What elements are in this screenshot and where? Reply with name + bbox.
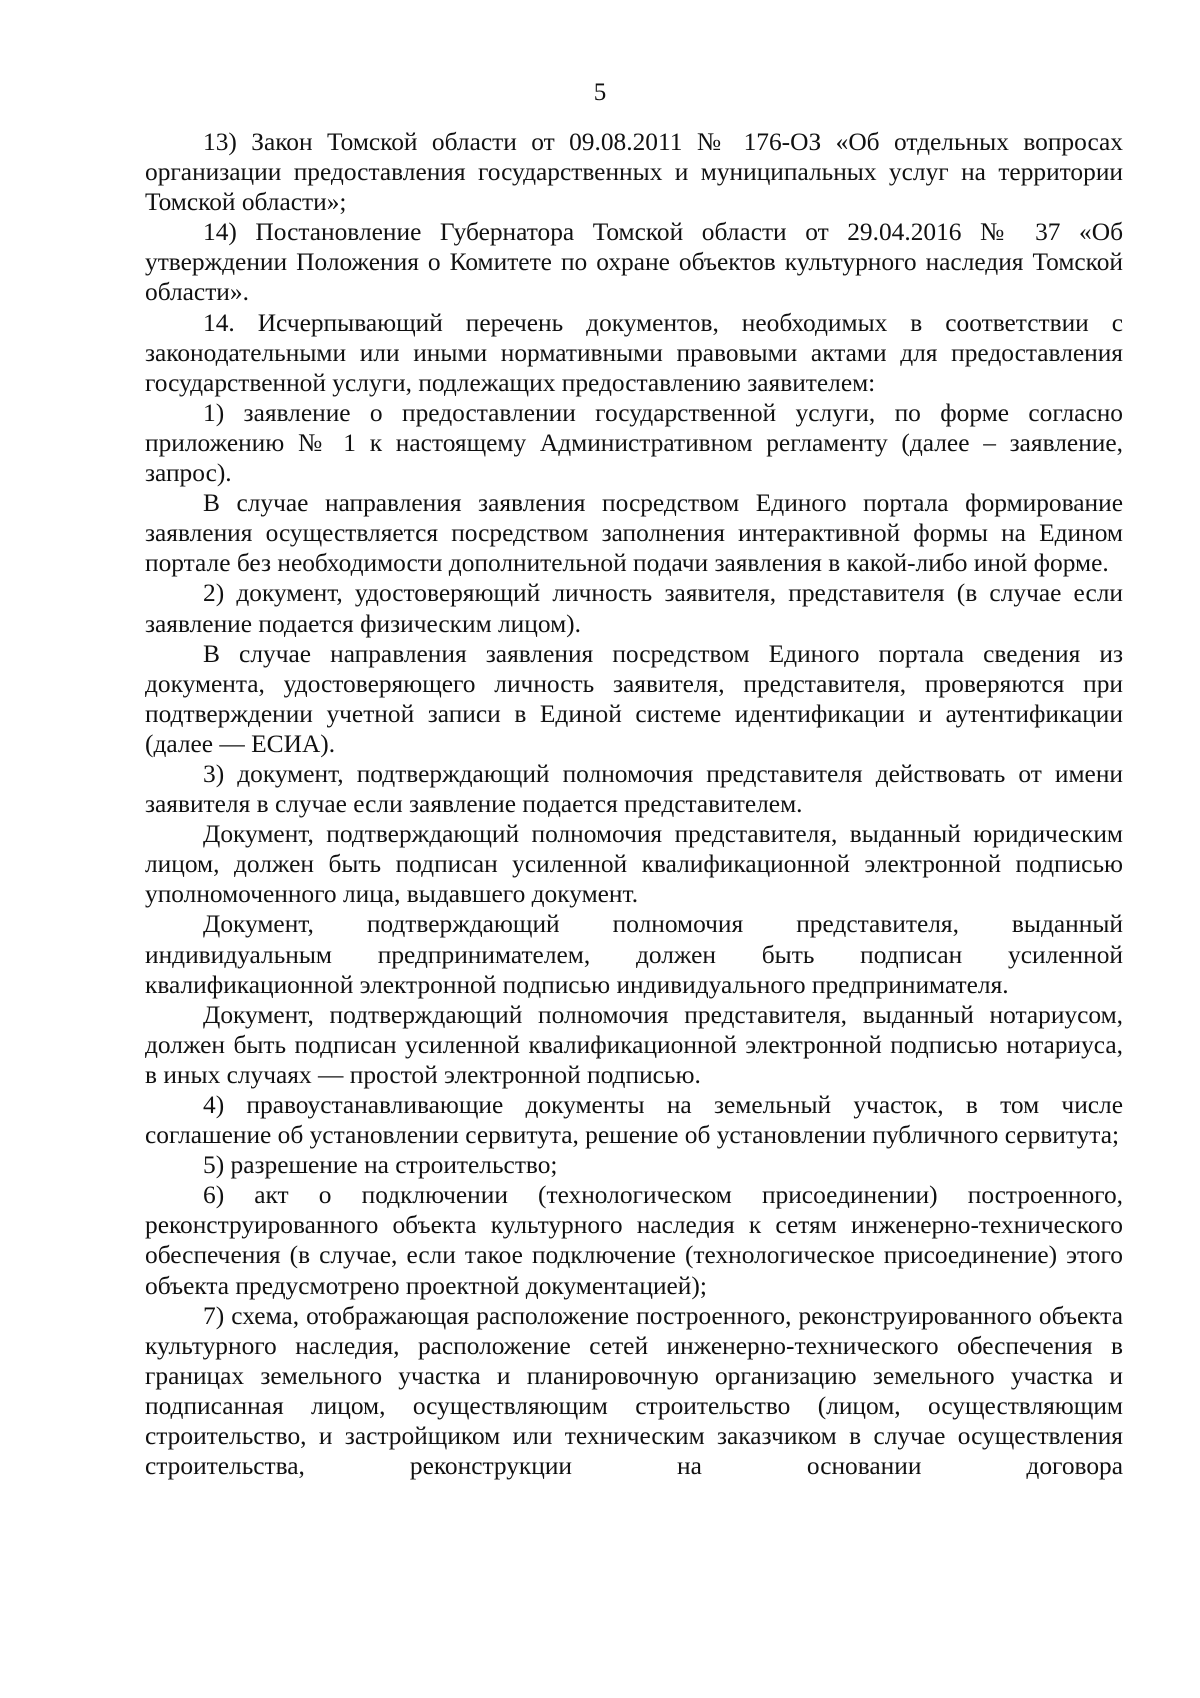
document-body (145, 127, 1123, 1481)
paragraph-entrepreneur: Документ, подтверждающий полномочия представителя, выданный индивидуальным предпринимателем, должен быть подписан усиленной квалификационной электронной подписью индивидуального предпринимателя. (145, 910, 1123, 999)
paragraph-doc-7: 7) схема, отображающая расположение построенного, реконструированного объекта культурного наследия, расположение сетей инженерно-технического обеспечения в границах земельного участка и планировочную организацию земельного участка и подписанная лицом, осуществляющим строительство (лицом, осуществляющим строительство, и застройщиком или техническим заказчиком в случае осуществления строительства, реконструкции на основании договора (145, 1301, 1123, 1481)
paragraph-portal-identity: В случае направления заявления посредством Единого портала сведения из документа, удостоверяющего личность заявителя, представителя, проверяются при подтверждении учетной записи в Единой системе идентификации и аутентификации (далее — ЕСИА). (145, 639, 1123, 758)
paragraph-doc-1: 1) заявление о предоставлении государственной услуги, по форме согласно приложению № 1 к настоящему Административном регламенту (далее – заявление, запрос). (145, 398, 1123, 488)
paragraph-notary: Документ, подтверждающий полномочия представителя, выданный нотариусом, должен быть подписан усиленной квалификационной электронной подписью нотариуса, в иных случаях — простой электронной подписью. (145, 1000, 1123, 1089)
page-number: 5 (593, 79, 607, 106)
paragraph-doc-3: 3) документ, подтверждающий полномочия представителя действовать от имени заявителя в случае если заявление подается представителем. (145, 759, 1123, 819)
paragraph-item-14: 14) Постановление Губернатора Томской области от 29.04.2016 № 37 «Об утверждении Положения о Комитете по охране объектов культурного наследия Томской области». (145, 218, 1123, 307)
paragraph-doc-5: 5) разрешение на строительство; (203, 1151, 558, 1180)
paragraph-item-13: 13) Закон Томской области от 09.08.2011 № 176-ОЗ «Об отдельных вопросах организации предоставления государственных и муниципальных услуг на территории Томской области»; (145, 128, 1123, 217)
paragraph-legal-entity: Документ, подтверждающий полномочия представителя, выданный юридическим лицом, должен быть подписан усиленной квалификационной электронной подписью уполномоченного лица, выдавшего документ. (145, 820, 1123, 909)
paragraph-portal-form: В случае направления заявления посредством Единого портала формирование заявления осуществляется посредством заполнения интерактивной формы на Едином портале без необходимости дополнительной подачи заявления в какой-либо иной форме. (145, 489, 1123, 578)
paragraph-doc-6: 6) акт о подключении (технологическом присоединении) построенного, реконструированного объекта культурного наследия к сетям инженерно-технического обеспечения (в случае, если такое подключение (технологическое присоединение) этого объекта предусмотрено проектной документацией); (145, 1181, 1123, 1300)
paragraph-doc-4: 4) правоустанавливающие документы на земельный участок, в том числе соглашение об установлении сервитута, решение об установлении публичного сервитута; (145, 1091, 1123, 1150)
paragraph-doc-2: 2) документ, удостоверяющий личность заявителя, представителя (в случае если заявление подается физическим лицом). (145, 579, 1123, 638)
paragraph-clause-14: 14. Исчерпывающий перечень документов, необходимых в соответствии с законодательными или иными нормативными правовыми актами для предоставления государственной услуги, подлежащих предоставлению заявителем: (145, 308, 1123, 397)
